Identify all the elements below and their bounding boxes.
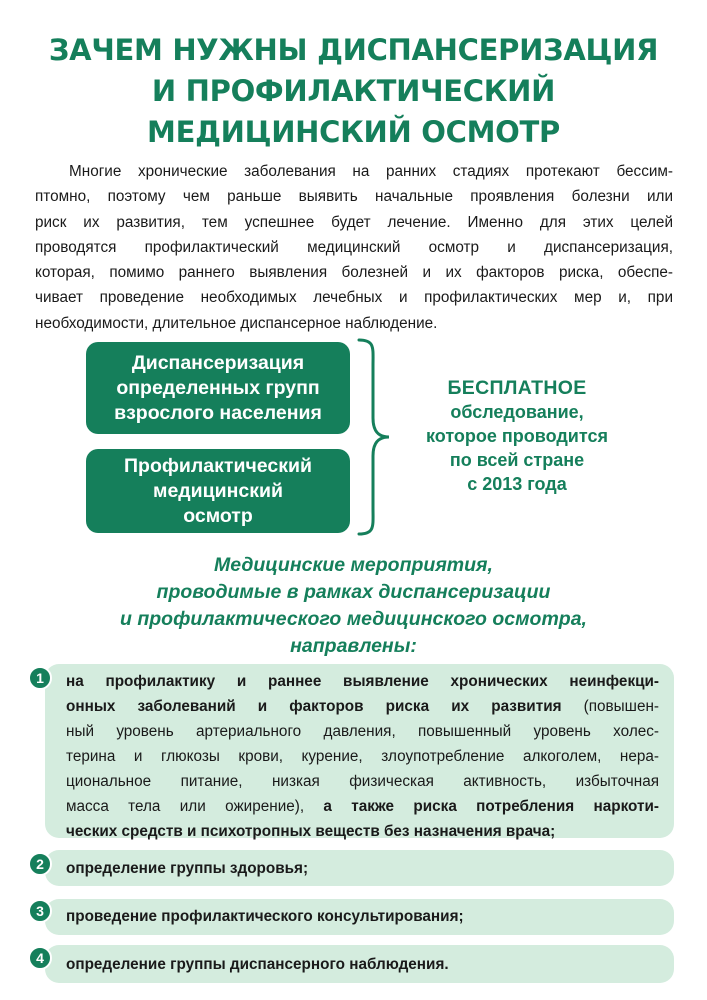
title-line-2: И ПРОФИЛАКТИЧЕСКИЙ: [151, 74, 556, 108]
item1-text: ный уровень артериального давления, повышенный уровень холес-: [66, 723, 659, 740]
free-line: по всей стране: [449, 450, 585, 470]
item1-text: масса тела или ожирение),: [66, 798, 324, 815]
box2-line: Профилактический: [124, 454, 312, 477]
free-exam-note: [398, 376, 636, 496]
intro-line: риск их развития, тем успешнее будет лечение. Именно для этих целей: [35, 213, 673, 231]
page-title: [0, 30, 707, 153]
free-line: с 2013 года: [467, 474, 567, 494]
prof-exam-box: [86, 449, 350, 533]
intro-paragraph: [35, 159, 673, 336]
subtitle-line: и профилактического медицинского осмотра,: [120, 608, 587, 630]
intro-line: проводятся профилактический медицинский осмотр и диспансеризация,: [35, 238, 673, 256]
number-badge-2: 2: [28, 852, 52, 876]
subtitle-line: проводимые в рамках диспансеризации: [156, 581, 551, 603]
title-line-3: МЕДИЦИНСКИЙ ОСМОТР: [147, 115, 560, 149]
item1-bold: на профилактику и раннее выявление хронических неинфекци-: [66, 673, 659, 690]
intro-line: чивает проведение необходимых лечебных и профилактических мер и, при: [35, 289, 673, 307]
intro-line: которая, помимо раннего выявления болезней и их факторов риска, обеспе-: [35, 264, 673, 282]
intro-line: необходимости, длительное диспансерное наблюдение.: [35, 314, 438, 332]
number-badge-4: 4: [28, 946, 52, 970]
box1-line: определенных групп: [116, 376, 320, 399]
list-item-1: [66, 669, 659, 844]
free-line: которое проводится: [426, 426, 608, 446]
intro-line: Многие хронические заболевания на ранних стадиях протекают бессим-: [69, 163, 673, 180]
curly-brace-icon: [355, 336, 395, 538]
box2-line: осмотр: [183, 504, 253, 527]
number-badge-3: 3: [28, 899, 52, 923]
item1-bold: ческих средств и психотропных веществ без назначения врача;: [66, 823, 556, 840]
list-item-3: проведение профилактического консультирования;: [66, 908, 464, 925]
box1-line: взрослого населения: [114, 401, 322, 424]
list-item-2: определение группы здоровья;: [66, 860, 309, 877]
title-line-1: ЗАЧЕМ НУЖНЫ ДИСПАНСЕРИЗАЦИЯ: [48, 33, 659, 67]
item1-text: терина и глюкозы крови, курение, злоупотребление алкоголем, нера-: [66, 748, 659, 765]
item1-bold: а также риска потребления наркоти-: [323, 798, 659, 815]
subtitle-line: Медицинские мероприятия,: [214, 554, 493, 576]
item1-text: циональное питание, низкая физическая активность, избыточная: [66, 773, 659, 790]
list-item-4: определение группы диспансерного наблюдения.: [66, 956, 449, 973]
free-line: БЕСПЛАТНОЕ: [447, 377, 587, 399]
subtitle-line: направлены:: [290, 635, 417, 657]
number-badge-1: 1: [28, 666, 52, 690]
intro-line: птомно, поэтому чем раньше выявить начальные проявления болезни или: [35, 188, 673, 206]
box1-line: Диспансеризация: [131, 351, 305, 374]
section-subtitle: [0, 552, 707, 660]
box2-line: медицинский: [153, 479, 283, 502]
item1-text: (повышен-: [561, 698, 660, 715]
dispanserization-box: [86, 342, 350, 434]
item1-bold: онных заболеваний и факторов риска их развития: [66, 698, 562, 715]
free-line: обследование,: [450, 402, 584, 422]
